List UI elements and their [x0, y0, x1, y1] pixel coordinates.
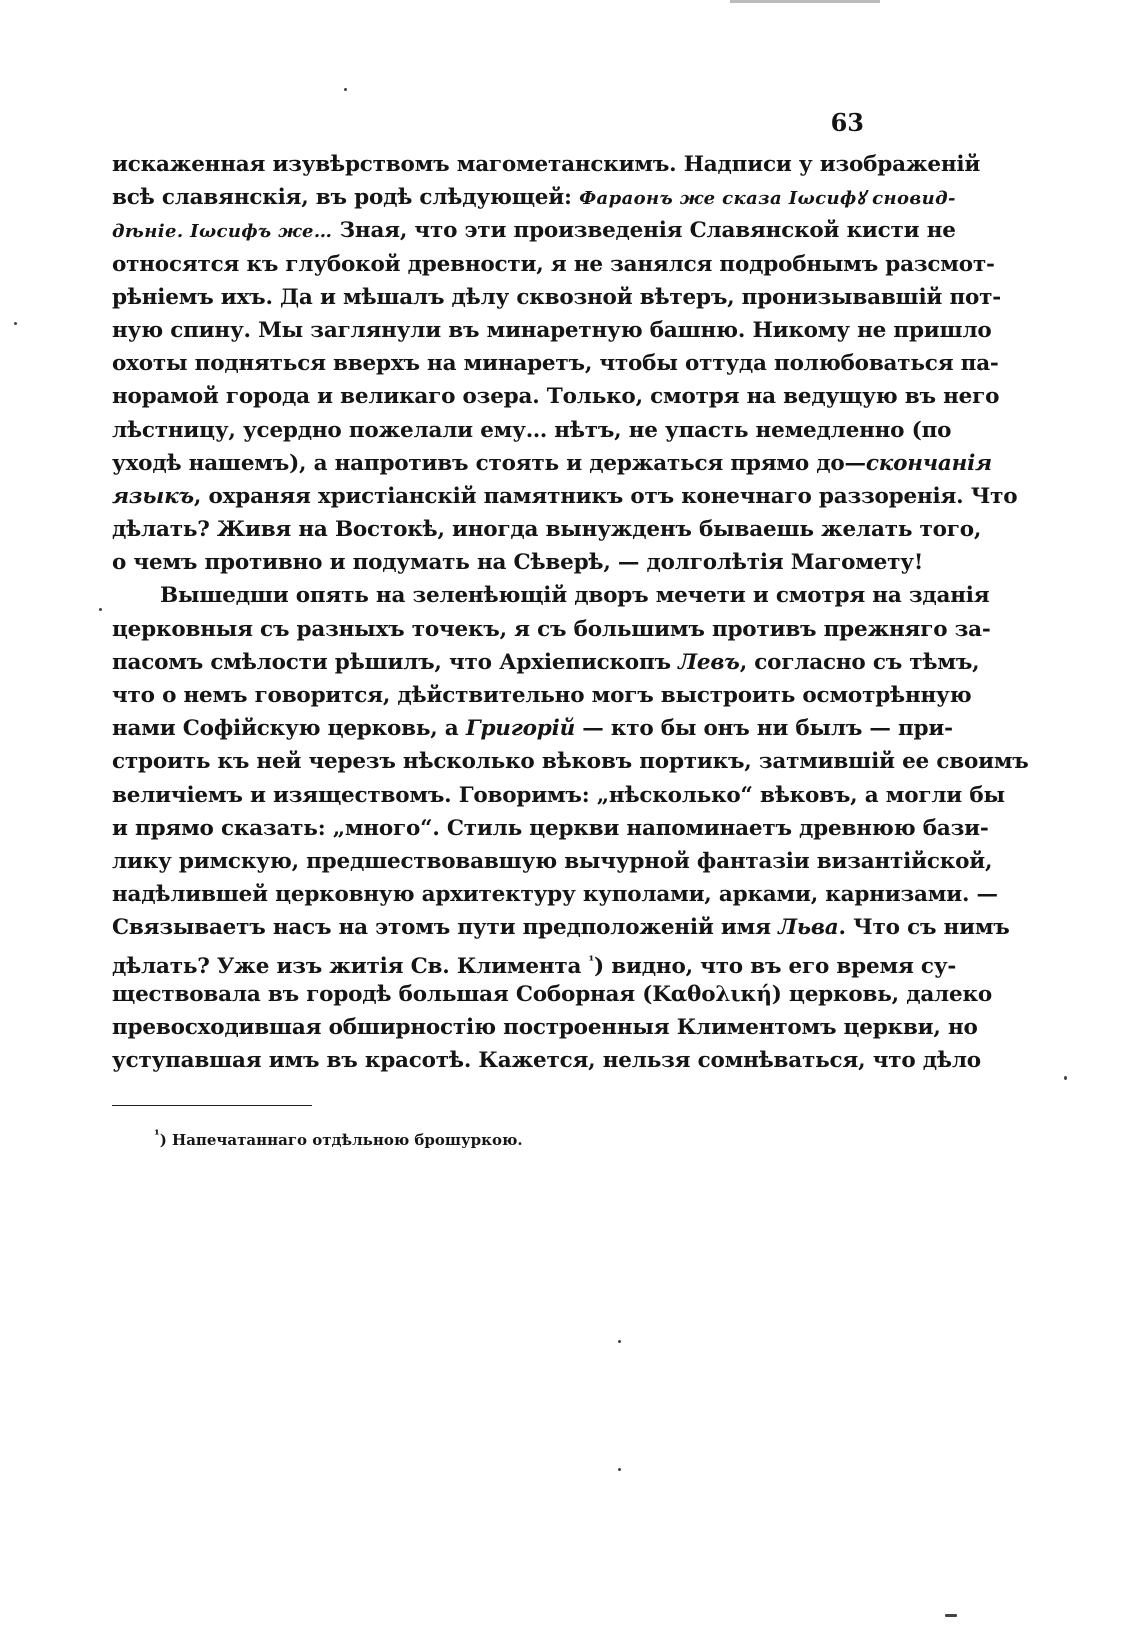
styled-text: языкъ: [112, 483, 194, 509]
text-line: [112, 1011, 978, 1044]
text-line: [112, 845, 993, 878]
text-line: [112, 579, 990, 612]
text-line: [112, 1044, 981, 1077]
text-line: [112, 745, 1029, 778]
styled-text: дѣніе. Іωсифъ же…: [112, 221, 333, 243]
ink-speck: [945, 1614, 957, 1617]
text-line: [112, 613, 991, 646]
text-line: [112, 679, 972, 712]
footnote-text: ) Напечатаннаго отдѣльною брошуркою.: [159, 1131, 523, 1149]
text-line: [112, 347, 999, 380]
text-segment: ) видно, что въ его время су-: [594, 953, 957, 979]
text-segment: превосходившая обширностію построенныя Климентомъ церкви, но: [112, 1014, 978, 1040]
footnote: [154, 1128, 523, 1149]
text-line: [112, 712, 953, 745]
footnote-marker: ¹: [154, 1128, 160, 1143]
text-line: [112, 214, 956, 247]
text-line: [112, 248, 995, 281]
text-line: [112, 779, 1005, 812]
text-line: [112, 878, 998, 911]
text-segment: нами Софійскую церковь, а: [112, 716, 466, 742]
text-segment: церковныя съ разныхъ точекъ, я съ большимъ противъ прежняго за-: [112, 616, 991, 642]
text-segment: уходѣ нашемъ), а напротивъ стоять и держаться прямо до—: [112, 450, 866, 476]
text-segment: лѣстницу, усердно пожелали ему… нѣтъ, не упасть немедленно (по: [112, 417, 952, 443]
text-segment: Зная, что эти произведенія Славянской кисти не: [332, 218, 956, 244]
text-segment: уступавшая имъ въ красотѣ. Кажется, нельзя сомнѣваться, что дѣло: [112, 1048, 981, 1074]
text-segment: строить къ ней черезъ нѣсколько вѣковъ портикъ, затмившій ее своимъ: [112, 749, 1029, 775]
footnote-divider: [112, 1105, 312, 1106]
text-segment: величіемъ и изяществомъ. Говоримъ: „нѣсколько“ вѣковъ, а могли бы: [112, 782, 1005, 808]
text-line: [112, 181, 956, 214]
ink-speck: [618, 1340, 621, 1343]
text-segment: относятся къ глубокой древности, я не занялся подробнымъ разсмот-: [112, 251, 995, 277]
body-text: [112, 148, 1029, 1077]
ink-speck: [1064, 1076, 1067, 1080]
text-line: [112, 447, 992, 480]
text-line: [112, 978, 992, 1011]
text-line: [112, 911, 1010, 944]
text-segment: рѣніемъ ихъ. Да и мѣшалъ дѣлу сквозной вѣтеръ, пронизывавшій пот-: [112, 284, 1001, 310]
styled-text: Фараонъ же сказа Іωсифꙋ сновид-: [579, 188, 956, 210]
page-number: 63: [830, 108, 864, 137]
text-line: [112, 945, 957, 979]
styled-text: скончанія: [865, 450, 992, 476]
text-segment: Связываетъ насъ на этомъ пути предположеній имя: [112, 915, 779, 941]
text-segment: ную спину. Мы заглянули въ минаретную башню. Никому не пришло: [112, 317, 992, 343]
text-segment: норамой города и великаго озера. Только, смотря на ведущую въ него: [112, 384, 1000, 410]
text-segment: дѣлать? Живя на Востокѣ, иногда вынужденъ бываешь желать того,: [112, 517, 982, 543]
text-line: [112, 281, 1001, 314]
ink-speck: [99, 608, 102, 611]
text-segment: что о немъ говорится, дѣйствительно могъ выстроить осмотрѣнную: [112, 683, 972, 708]
text-segment: и прямо сказать: „много“. Стиль церкви напоминаетъ древнюю бази-: [112, 815, 989, 841]
styled-text: Григорій: [465, 716, 576, 742]
styled-text: Левъ: [678, 649, 740, 675]
ink-speck: [618, 1468, 621, 1471]
text-line: [112, 480, 1018, 513]
footnote-reference: ¹: [588, 953, 595, 969]
text-segment: охоты подняться вверхъ на минаретъ, чтобы оттуда полюбоваться па-: [112, 351, 999, 377]
top-edge-mark: [730, 0, 880, 3]
text-segment: , согласно съ тѣмъ,: [739, 649, 980, 675]
text-segment: надѣлившей церковную архитектуру куполами, арками, карнизами. —: [112, 882, 998, 908]
text-segment: дѣлать? Уже изъ житія Св. Климента: [112, 953, 589, 979]
text-line: [112, 414, 952, 447]
text-segment: пасомъ смѣлости рѣшилъ, что Архіепископъ: [112, 649, 679, 675]
text-segment: . Что съ нимъ: [838, 915, 1010, 941]
text-segment: всѣ славянскія, въ родѣ слѣдующей:: [112, 185, 580, 211]
text-line: [112, 646, 980, 679]
text-segment: о чемъ противно и подумать на Сѣверѣ, — долголѣтія Магомету!: [112, 550, 924, 576]
text-segment: Вышедши опять на зеленѣющій дворъ мечети и смотря на зданія: [160, 583, 990, 609]
text-line: [112, 314, 992, 347]
text-line: [112, 380, 1000, 413]
ink-speck: [14, 322, 17, 325]
text-line: [112, 546, 924, 579]
text-segment: — кто бы онъ ни былъ — при-: [575, 716, 953, 742]
text-line: [112, 513, 982, 546]
text-segment: лику римскую, предшествовавшую вычурной фантазіи византійской,: [112, 848, 993, 874]
styled-text: Льва: [778, 915, 839, 941]
text-segment: искаженная изувѣрствомъ магометанскимъ. Надписи у изображеній: [112, 152, 981, 177]
ink-speck: [344, 88, 347, 91]
text-segment: , охраняя христіанскій памятникъ отъ конечнаго раззоренія. Что: [193, 483, 1018, 509]
text-line: [112, 148, 981, 181]
text-line: [112, 812, 989, 845]
text-segment: ществовала въ городѣ большая Соборная (Καθολική) церковь, далеко: [112, 981, 992, 1007]
